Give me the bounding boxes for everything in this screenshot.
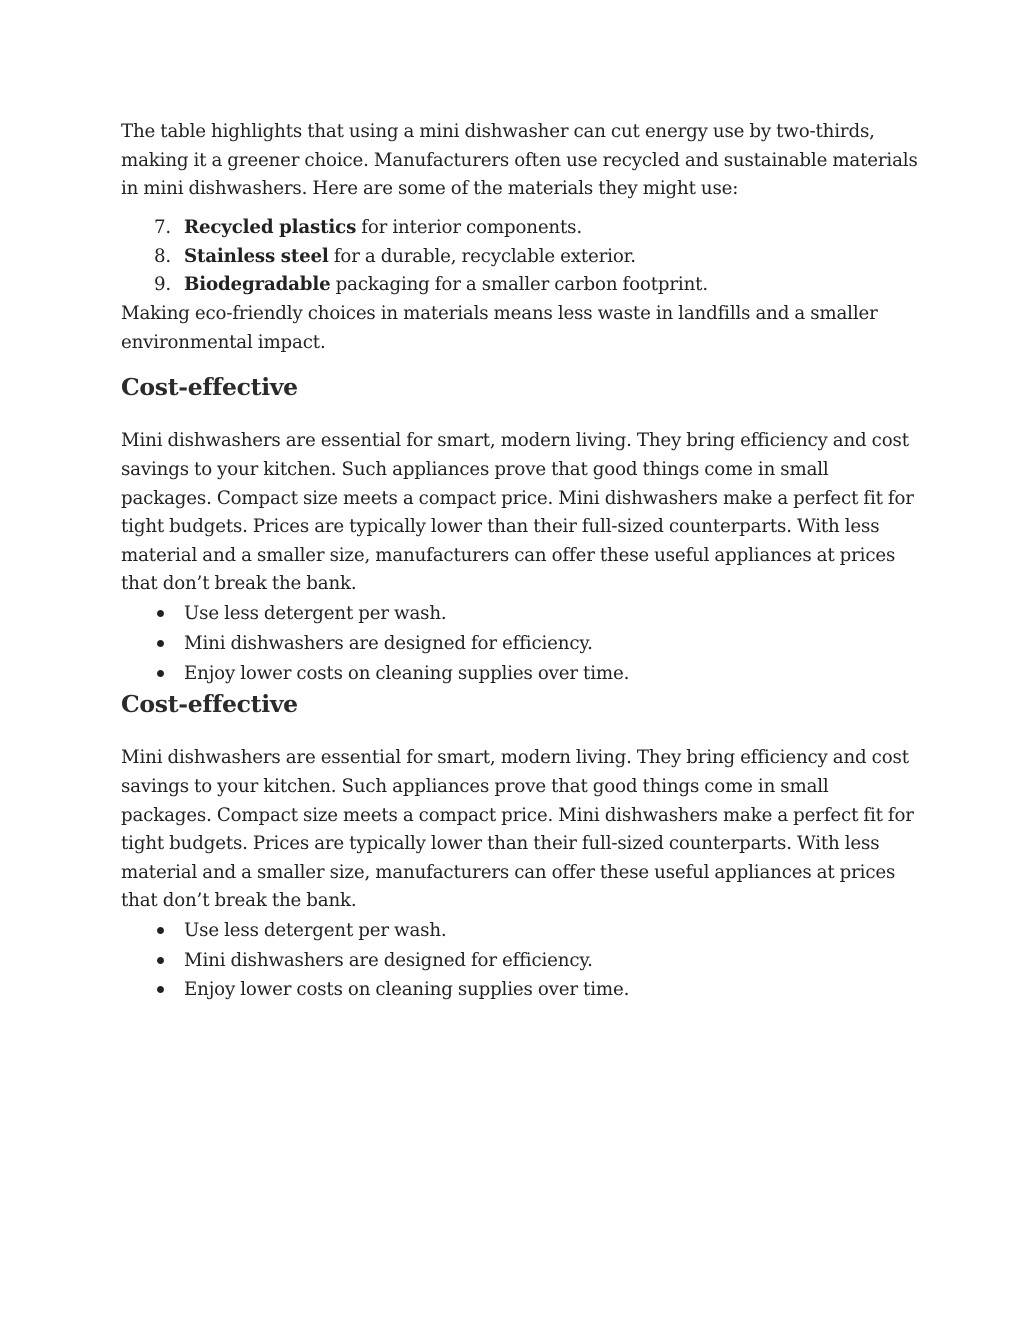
bullet-icon [157, 957, 164, 964]
conclusion-paragraph: Making eco-friendly choices in materials means less waste in landfills and a smaller environmental impact. [121, 303, 878, 353]
bullet-list [121, 916, 921, 1005]
bullet-icon [157, 610, 164, 617]
bullet-text: Use less detergent per wash. [184, 602, 447, 624]
material-name: Recycled plastics [184, 216, 357, 238]
list-number: 9. [154, 274, 172, 296]
material-description: for interior components. [356, 216, 582, 238]
section-heading: Cost-effective [121, 373, 298, 402]
bullet-text: Mini dishwashers are designed for efficiency. [184, 632, 593, 654]
bullet-icon [157, 670, 164, 677]
bullet-icon [157, 927, 164, 934]
intro-paragraph: The table highlights that using a mini dishwasher can cut energy use by two-thirds, making it a greener choice. Manufacturers often use recycled and sustainable materials in mini dishwashers. Here are some of the materials they might use: [121, 121, 918, 200]
bullet-icon [157, 640, 164, 647]
bullet-text: Mini dishwashers are designed for efficiency. [184, 949, 593, 971]
materials-list [121, 214, 921, 300]
material-name: Biodegradable [184, 274, 331, 296]
bullet-list [121, 599, 921, 688]
document-page [121, 118, 921, 1005]
section-heading: Cost-effective [121, 690, 298, 719]
list-item [121, 214, 921, 243]
list-item [121, 629, 921, 659]
list-item [121, 916, 921, 946]
list-item [121, 243, 921, 272]
list-item [121, 659, 921, 689]
section-body: Mini dishwashers are essential for smart, modern living. They bring efficiency and cost savings to your kitchen. Such appliances prove that good things come in small packages. Compact size meets a compact price. Mini dishwashers make a perfect fit for tight budgets. Prices are typically lower than their full-sized counterparts. With less material and a smaller size, manufacturers can offer these useful appliances at prices that don’t break the bank. [121, 430, 914, 595]
material-description: for a durable, recyclable exterior. [328, 245, 636, 267]
bullet-text: Enjoy lower costs on cleaning supplies over time. [184, 979, 630, 1001]
list-number: 7. [154, 216, 172, 238]
material-name: Stainless steel [184, 245, 329, 267]
bullet-text: Use less detergent per wash. [184, 919, 447, 941]
list-item [121, 946, 921, 976]
list-number: 8. [154, 245, 172, 267]
material-description: packaging for a smaller carbon footprint. [330, 274, 708, 296]
bullet-icon [157, 986, 164, 993]
list-item [121, 271, 921, 300]
bullet-text: Enjoy lower costs on cleaning supplies over time. [184, 662, 630, 684]
list-item [121, 599, 921, 629]
section-body: Mini dishwashers are essential for smart, modern living. They bring efficiency and cost savings to your kitchen. Such appliances prove that good things come in small packages. Compact size meets a compact price. Mini dishwashers make a perfect fit for tight budgets. Prices are typically lower than their full-sized counterparts. With less material and a smaller size, manufacturers can offer these useful appliances at prices that don’t break the bank. [121, 747, 914, 912]
list-item [121, 975, 921, 1005]
